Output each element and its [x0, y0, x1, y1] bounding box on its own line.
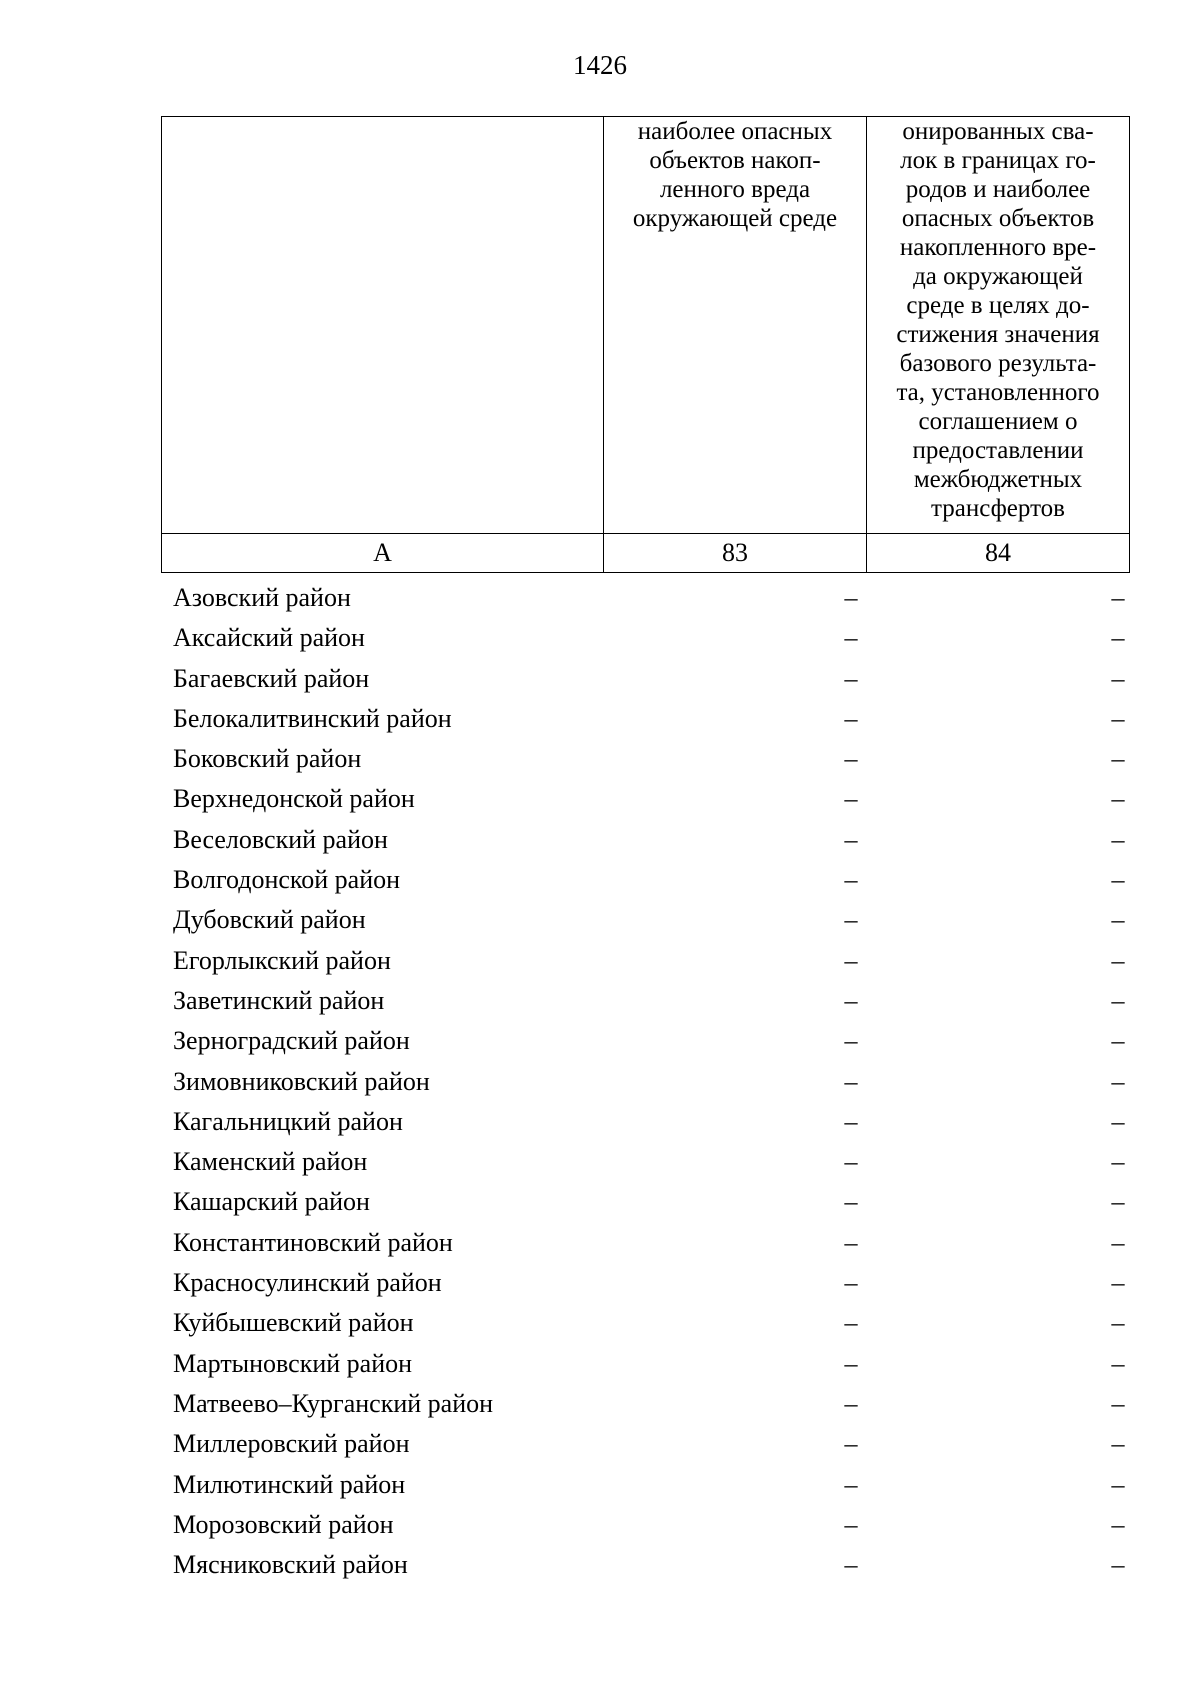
column-number-row	[162, 534, 1130, 573]
header-table	[161, 116, 1130, 573]
page-number: 1426	[573, 50, 627, 80]
value-col-84: –	[1111, 905, 1125, 935]
value-col-83: –	[844, 865, 858, 895]
district-name: Матвеево–Курганский район	[173, 1388, 494, 1418]
district-list	[161, 578, 1129, 1585]
value-col-83: –	[844, 583, 858, 612]
value-col-84: –	[1111, 1469, 1125, 1499]
header-col-84	[867, 117, 1130, 534]
value-col-83: –	[844, 1550, 858, 1580]
table-row	[161, 1062, 1129, 1102]
value-col-84: –	[1111, 1268, 1125, 1298]
value-col-84: –	[1111, 1227, 1125, 1257]
value-col-84: –	[1111, 623, 1125, 653]
table-row	[161, 981, 1129, 1021]
value-col-83: –	[844, 744, 858, 774]
column-number-83: 83	[604, 534, 867, 573]
value-col-84: –	[1111, 784, 1125, 814]
district-name: Красносулинский район	[173, 1268, 442, 1298]
district-name: Кашарский район	[173, 1187, 370, 1217]
value-col-83: –	[844, 945, 858, 975]
value-col-84: –	[1111, 1388, 1125, 1418]
table-row	[161, 1182, 1129, 1222]
header-col-a	[162, 117, 604, 534]
value-col-83: –	[844, 1106, 858, 1136]
table-row	[161, 739, 1129, 779]
column-number-a: А	[162, 534, 604, 573]
value-col-84: –	[1111, 1348, 1125, 1378]
value-col-84: –	[1111, 985, 1125, 1015]
district-name: Миллеровский район	[173, 1429, 410, 1459]
value-col-84: –	[1111, 583, 1125, 612]
district-name: Багаевский район	[173, 663, 370, 693]
table-row	[161, 659, 1129, 699]
value-col-84: –	[1111, 824, 1125, 854]
value-col-83: –	[844, 1026, 858, 1056]
value-col-83: –	[844, 1509, 858, 1539]
value-col-84: –	[1111, 1106, 1125, 1136]
district-name: Волгодонской район	[173, 865, 401, 895]
district-name: Морозовский район	[173, 1509, 394, 1539]
header-col-83	[604, 117, 867, 534]
table-row	[161, 578, 1129, 618]
table-row	[161, 1303, 1129, 1343]
table-row	[161, 900, 1129, 940]
value-col-84: –	[1111, 663, 1125, 693]
district-name: Егорлыкский район	[173, 945, 391, 975]
district-name: Заветинский район	[173, 985, 385, 1015]
table-row	[161, 1545, 1129, 1585]
header-row	[162, 117, 1130, 534]
district-name: Аксайский район	[173, 623, 365, 653]
value-col-84: –	[1111, 1550, 1125, 1580]
value-col-84: –	[1111, 1429, 1125, 1459]
table-row	[161, 860, 1129, 900]
district-name: Куйбышевский район	[173, 1308, 414, 1338]
value-col-83: –	[844, 1429, 858, 1459]
table-row	[161, 1021, 1129, 1061]
district-name: Константиновский район	[173, 1227, 453, 1257]
value-col-84: –	[1111, 945, 1125, 975]
value-col-84: –	[1111, 1147, 1125, 1177]
value-col-83: –	[844, 985, 858, 1015]
value-col-84: –	[1111, 1187, 1125, 1217]
district-name: Милютинский район	[173, 1469, 406, 1499]
table-row	[161, 779, 1129, 819]
value-col-83: –	[844, 1268, 858, 1298]
table-row	[161, 941, 1129, 981]
value-col-83: –	[844, 905, 858, 935]
value-col-84: –	[1111, 1066, 1125, 1096]
value-col-83: –	[844, 824, 858, 854]
district-name: Верхнедонской район	[173, 784, 415, 814]
table-row	[161, 1465, 1129, 1505]
value-col-83: –	[844, 1348, 858, 1378]
table-row	[161, 1223, 1129, 1263]
value-col-84: –	[1111, 703, 1125, 733]
value-col-83: –	[844, 1147, 858, 1177]
district-name: Боковский район	[173, 744, 362, 774]
table-row	[161, 1505, 1129, 1545]
district-name: Зерноградский район	[173, 1026, 410, 1056]
value-col-83: –	[844, 623, 858, 653]
table-row	[161, 699, 1129, 739]
value-col-84: –	[1111, 744, 1125, 774]
value-col-84: –	[1111, 1308, 1125, 1338]
district-name: Дубовский район	[173, 905, 366, 935]
table-row	[161, 1384, 1129, 1424]
column-number-84: 84	[867, 534, 1130, 573]
district-name: Мясниковский район	[173, 1550, 408, 1580]
table-row	[161, 1263, 1129, 1303]
value-col-83: –	[844, 1388, 858, 1418]
district-name: Каменский район	[173, 1147, 368, 1177]
district-name: Зимовниковский район	[173, 1066, 430, 1096]
district-name: Кагальницкий район	[173, 1106, 403, 1136]
table-row	[161, 618, 1129, 658]
value-col-84: –	[1111, 1026, 1125, 1056]
header-col-84-text: онированных сва- лок в границах го- родов и наиболее опасных объектов накопленного вре- да окружающей среде в целях до- стижения значения базового результа- та, установленного соглашением о предоставлении межбюджетных трансфертов	[896, 118, 1100, 522]
value-col-83: –	[844, 1066, 858, 1096]
header-col-83-text: наиболее опасных объектов накоп- ленного вреда окружающей среде	[632, 118, 838, 232]
value-col-83: –	[844, 784, 858, 814]
district-name: Белокалитвинский район	[173, 703, 452, 733]
district-name: Азовский район	[173, 583, 351, 612]
district-name: Веселовский район	[173, 824, 388, 854]
district-name: Мартыновский район	[173, 1348, 413, 1378]
value-col-83: –	[844, 1187, 858, 1217]
value-col-83: –	[844, 703, 858, 733]
value-col-84: –	[1111, 865, 1125, 895]
table-row	[161, 1102, 1129, 1142]
value-col-83: –	[844, 1469, 858, 1499]
table-row	[161, 820, 1129, 860]
value-col-83: –	[844, 663, 858, 693]
table-row	[161, 1424, 1129, 1464]
table-row	[161, 1142, 1129, 1182]
value-col-83: –	[844, 1308, 858, 1338]
value-col-83: –	[844, 1227, 858, 1257]
value-col-84: –	[1111, 1509, 1125, 1539]
table-row	[161, 1344, 1129, 1384]
